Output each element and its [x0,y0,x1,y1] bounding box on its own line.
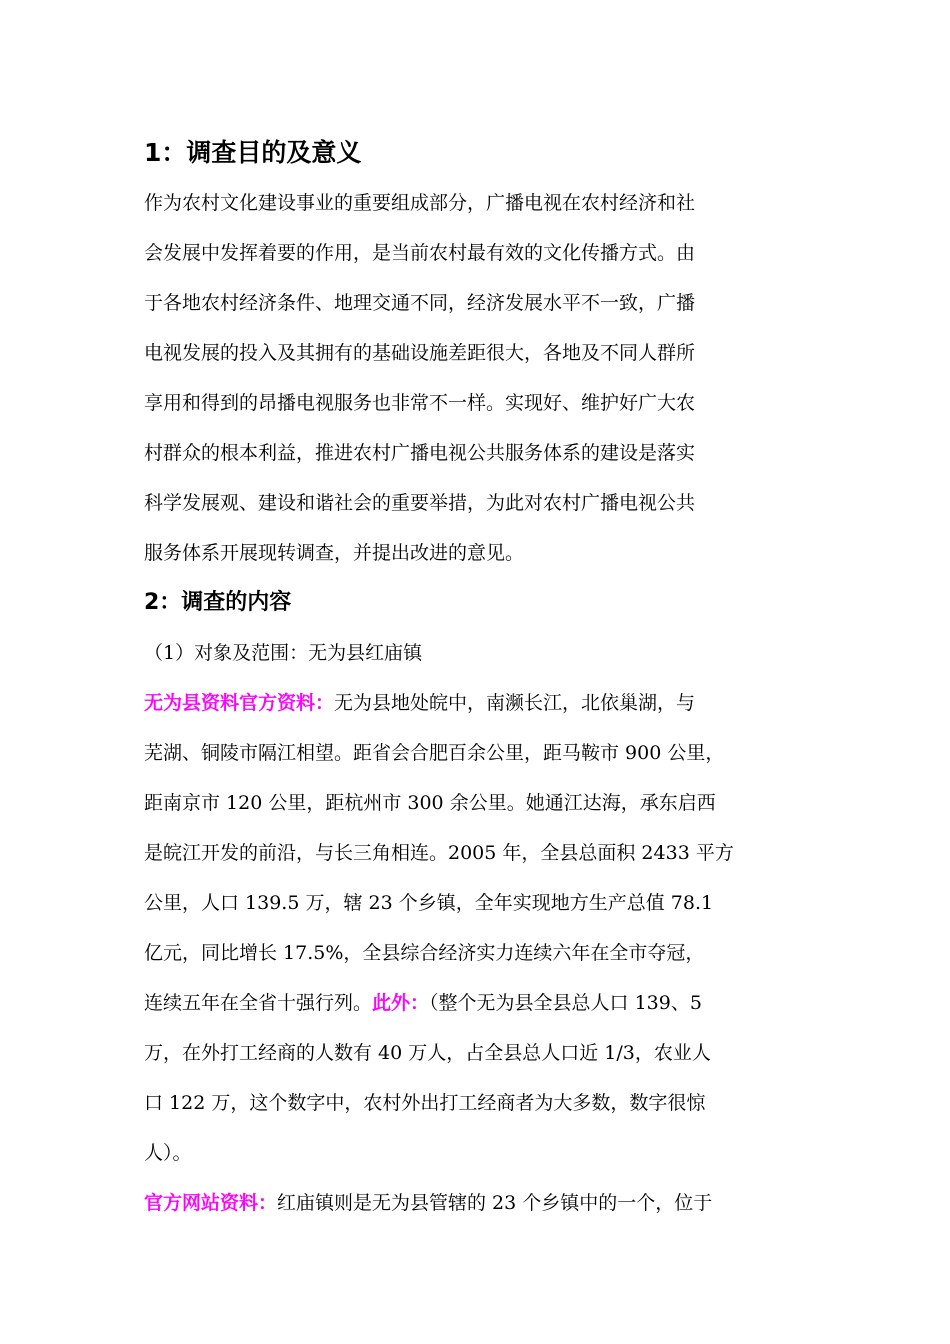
section-2-heading: 2：调查的内容 [144,590,292,615]
paragraph-line: 作为农村文化建设事业的重要组成部分，广播电视在农村经济和社 [144,192,696,214]
highlight-label: 官方网站资料： [144,1192,278,1214]
highlight-label: 无为县资料官方资料： [144,692,335,714]
document-body [144,128,814,1228]
paragraph-line: 村群众的根本利益，推进农村广播电视公共服务体系的建设是落实 [144,442,696,464]
section-1-paragraph [144,178,814,578]
paragraph-line: 享用和得到的昂播电视服务也非常不一样。实现好、维护好广大农 [144,392,696,414]
paragraph-line: 会发展中发挥着要的作用，是当前农村最有效的文化传播方式。由 [144,242,696,264]
paragraph-line: 公里，人口 139.5 万，辖 23 个乡镇，全年实现地方生产总值 78.1 [144,892,714,914]
paragraph-text: （整个无为县全县总人口 139、5 [429,992,702,1014]
paragraph-text: 连续五年在全省十强行列。 [144,992,373,1014]
paragraph-line: 于各地农村经济条件、地理交通不同，经济发展水平不一致，广播 [144,292,696,314]
paragraph-line: 是皖江开发的前沿，与长三角相连。2005 年，全县总面积 2433 平方 [144,842,734,864]
paragraph-line: 万，在外打工经商的人数有 40 万人，占全县总人口近 1/3，农业人 [144,1042,711,1064]
section-1-heading: 1：调查目的及意义 [144,138,362,167]
paragraph-line: 芜湖、铜陵市隔江相望。距省会合肥百余公里，距马鞍市 900 公里， [144,742,725,764]
paragraph-line: 人）。 [144,1142,192,1164]
paragraph-text: 红庙镇则是无为县管辖的 23 个乡镇中的一个，位于 [277,1192,713,1214]
highlight-label: 此外： [372,992,430,1014]
paragraph-line: 距南京市 120 公里，距杭州市 300 余公里。她通江达海，承东启西 [144,792,716,814]
paragraph-line: 电视发展的投入及其拥有的基础设施差距很大，各地及不同人群所 [144,342,696,364]
paragraph-line [144,678,814,728]
county-info-paragraph [144,678,814,1178]
paragraph-text: 无为县地处皖中，南濒长江，北依巢湖，与 [334,692,696,714]
paragraph-line: 服务体系开展现转调查，并提出改进的意见。 [144,542,525,564]
section-2-subheading: （1）对象及范围：无为县红庙镇 [144,642,423,664]
paragraph-line [144,978,814,1028]
paragraph-line: 口 122 万，这个数字中，农村外出打工经商者为大多数，数字很惊 [144,1092,706,1114]
paragraph-line: 亿元，同比增长 17.5%，全县综合经济实力连续六年在全市夺冠， [144,942,705,964]
town-info-paragraph [144,1178,814,1228]
paragraph-line: 科学发展观、建设和谐社会的重要举措，为此对农村广播电视公共 [144,492,696,514]
paragraph-line [144,1178,814,1228]
